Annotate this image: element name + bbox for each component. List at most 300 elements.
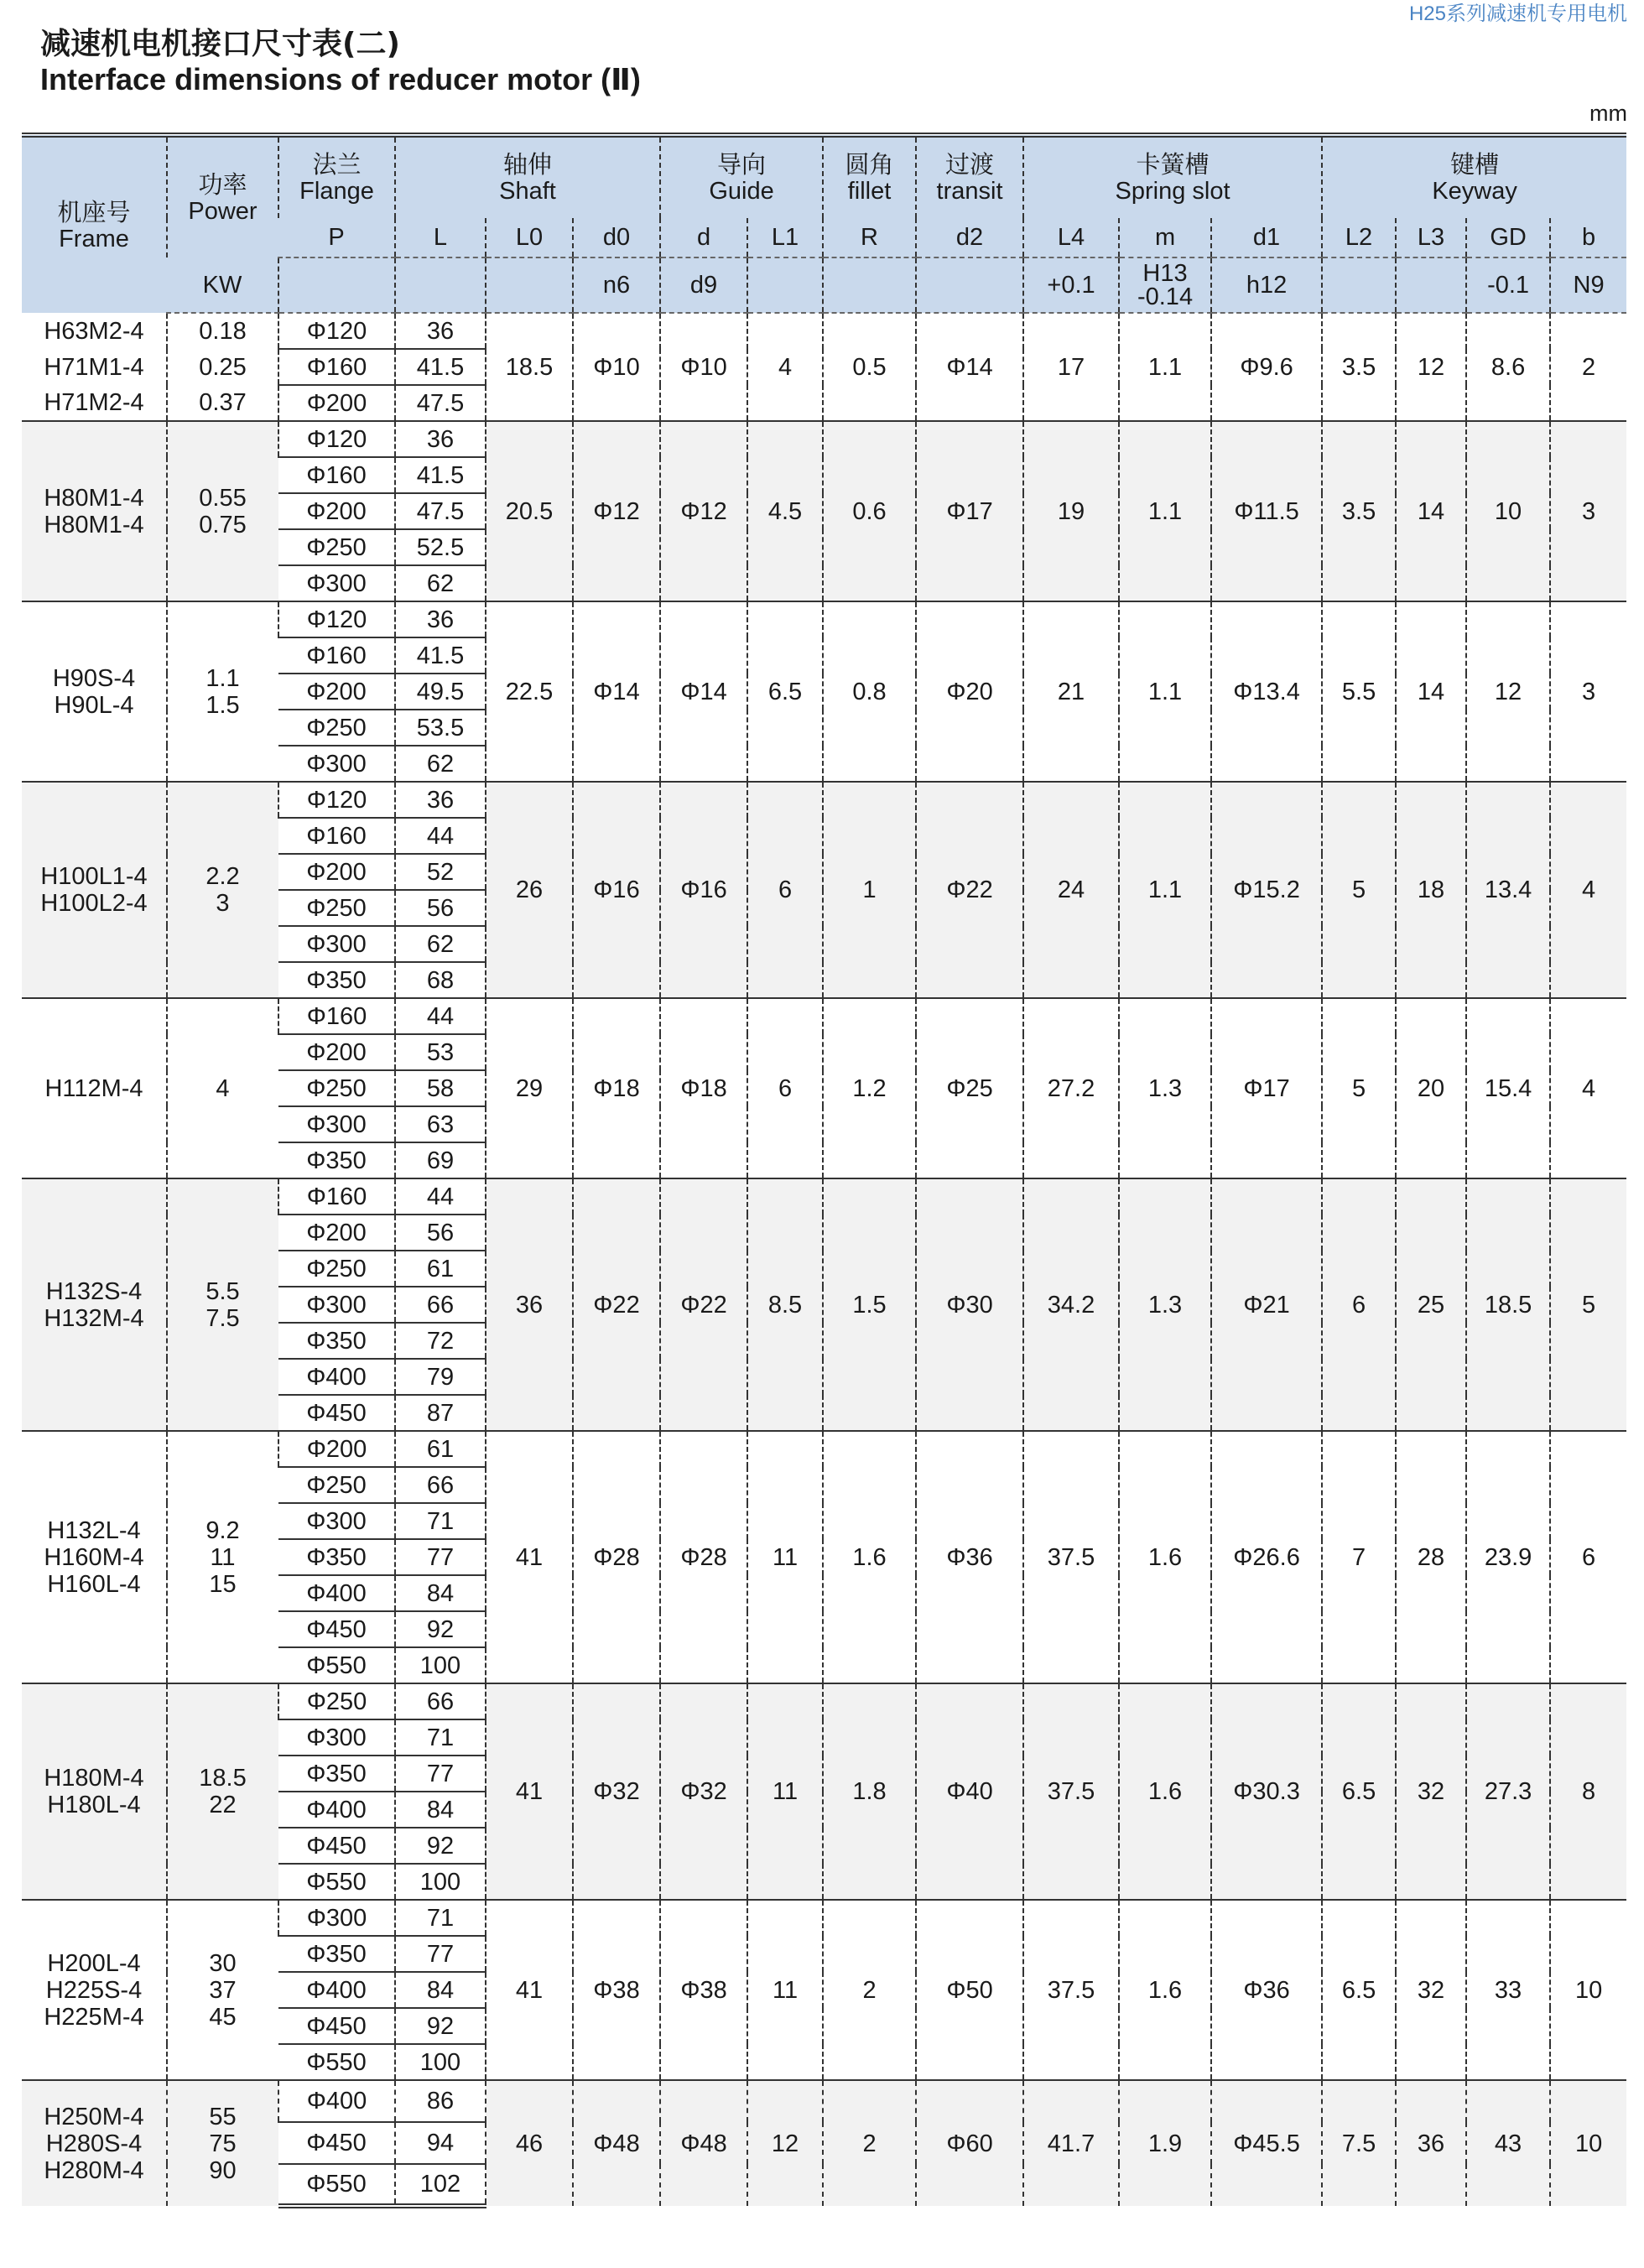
flange-p-cell: Φ250 — [278, 890, 395, 926]
value-m: 1.1 — [1119, 313, 1211, 421]
value-gd: 43 — [1466, 2080, 1550, 2206]
frame-cell — [22, 782, 167, 998]
flange-p-cell: Φ300 — [278, 1900, 395, 1936]
flange-l-cell: 41.5 — [395, 637, 486, 674]
tol-GD: -0.1 — [1466, 257, 1550, 313]
value-m: 1.6 — [1119, 1900, 1211, 2080]
value-gd: 23.9 — [1466, 1431, 1550, 1683]
value-r: 1 — [823, 782, 916, 998]
value-d2: Φ14 — [916, 313, 1023, 421]
power-cell — [167, 1683, 278, 1900]
value-l3: 12 — [1396, 313, 1466, 421]
flange-p-cell: Φ200 — [278, 385, 395, 421]
flange-l-cell: 87 — [395, 1395, 486, 1431]
frame-value: H280M-4 — [44, 2156, 144, 2184]
value-gd: 27.3 — [1466, 1683, 1550, 1900]
power-cell: 0.25 — [167, 349, 278, 385]
value-m: 1.1 — [1119, 782, 1211, 998]
flange-l-cell: 44 — [395, 818, 486, 854]
flange-p-cell: Φ300 — [278, 926, 395, 962]
value-m: 1.3 — [1119, 998, 1211, 1178]
power-value: 9.2 — [206, 1516, 240, 1544]
value-l1: 6.5 — [747, 601, 823, 782]
value-l4: 37.5 — [1023, 1900, 1119, 2080]
flange-l-cell: 61 — [395, 1251, 486, 1287]
flange-p-cell: Φ300 — [278, 746, 395, 782]
value-r: 1.8 — [823, 1683, 916, 1900]
flange-p-cell: Φ400 — [278, 1792, 395, 1828]
flange-p-cell: Φ550 — [278, 1864, 395, 1900]
power-value: 90 — [209, 2156, 237, 2184]
flange-l-cell: 44 — [395, 998, 486, 1034]
value-b: 6 — [1550, 1431, 1626, 1683]
tol-L2 — [1322, 257, 1396, 313]
flange-p-cell: Φ350 — [278, 1756, 395, 1792]
tol-R — [823, 257, 916, 313]
value-l1: 11 — [747, 1900, 823, 2080]
col-header-guide: 导向 Guide — [660, 135, 823, 218]
frame-value: H225M-4 — [44, 2003, 144, 2031]
value-l0: 18.5 — [486, 313, 573, 421]
value-d1: Φ30.3 — [1211, 1683, 1322, 1900]
value-l2: 7 — [1322, 1431, 1396, 1683]
value-d1: Φ15.2 — [1211, 782, 1322, 998]
value-l4: 21 — [1023, 601, 1119, 782]
flange-l-cell: 68 — [395, 962, 486, 998]
value-r: 0.5 — [823, 313, 916, 421]
value-m: 1.6 — [1119, 1431, 1211, 1683]
flange-p-cell: Φ200 — [278, 1034, 395, 1070]
subheader-d2: d2 — [916, 218, 1023, 257]
value-l2: 5.5 — [1322, 601, 1396, 782]
flange-p-cell: Φ200 — [278, 854, 395, 890]
table-row — [22, 1900, 1626, 1936]
value-d1: Φ17 — [1211, 998, 1322, 1178]
flange-l-cell: 86 — [395, 2080, 486, 2122]
power-value: 55 — [209, 2103, 237, 2130]
value-d1: Φ11.5 — [1211, 421, 1322, 601]
value-d: Φ14 — [660, 601, 747, 782]
flange-p-cell: Φ250 — [278, 1683, 395, 1719]
value-l4: 27.2 — [1023, 998, 1119, 1178]
flange-l-cell: 79 — [395, 1359, 486, 1395]
subheader-b: b — [1550, 218, 1626, 257]
flange-p-cell: Φ350 — [278, 1142, 395, 1178]
value-l3: 20 — [1396, 998, 1466, 1178]
value-d: Φ32 — [660, 1683, 747, 1900]
col-header-spring-slot: 卡簧槽 Spring slot — [1023, 135, 1322, 218]
power-value: 4 — [216, 1074, 230, 1102]
value-d0: Φ16 — [573, 782, 660, 998]
flange-l-cell: 71 — [395, 1900, 486, 1936]
value-b: 10 — [1550, 1900, 1626, 2080]
flange-p-cell: Φ550 — [278, 2164, 395, 2206]
frame-value: H180L-4 — [47, 1792, 141, 1818]
frame-value: H112M-4 — [44, 1074, 143, 1102]
flange-l-cell: 36 — [395, 782, 486, 818]
col-header-transit: 过渡 transit — [916, 135, 1023, 218]
tol-d1: h12 — [1211, 257, 1322, 313]
value-l4: 19 — [1023, 421, 1119, 601]
value-l2: 6.5 — [1322, 1900, 1396, 2080]
value-d: Φ10 — [660, 313, 747, 421]
flange-l-cell: 53.5 — [395, 710, 486, 746]
tol-P — [278, 257, 395, 313]
value-d2: Φ36 — [916, 1431, 1023, 1683]
flange-p-cell: Φ160 — [278, 349, 395, 385]
value-l4: 17 — [1023, 313, 1119, 421]
flange-p-cell: Φ450 — [278, 1828, 395, 1864]
table-row — [22, 421, 1626, 457]
value-b: 2 — [1550, 313, 1626, 421]
subheader-m: m — [1119, 218, 1211, 257]
flange-p-cell: Φ250 — [278, 710, 395, 746]
frame-cell: H63M2-4 — [44, 317, 144, 345]
frame-cell: H71M2-4 — [44, 389, 144, 416]
value-l3: 28 — [1396, 1431, 1466, 1683]
power-value: 15 — [209, 1570, 237, 1598]
table-row — [22, 313, 1626, 349]
power-value: 75 — [209, 2130, 237, 2157]
value-gd: 12 — [1466, 601, 1550, 782]
flange-l-cell: 49.5 — [395, 674, 486, 710]
frame-value: H280S-4 — [45, 2130, 143, 2157]
value-d: Φ48 — [660, 2080, 747, 2206]
value-l0: 46 — [486, 2080, 573, 2206]
frame-cell — [22, 998, 167, 1178]
frame-value: H200L-4 — [47, 1949, 141, 1977]
value-d2: Φ40 — [916, 1683, 1023, 1900]
flange-p-cell: Φ200 — [278, 1215, 395, 1251]
value-l0: 41 — [486, 1683, 573, 1900]
value-d2: Φ17 — [916, 421, 1023, 601]
flange-l-cell: 69 — [395, 1142, 486, 1178]
value-d2: Φ60 — [916, 2080, 1023, 2206]
frame-cell: H71M1-4 — [44, 353, 144, 381]
flange-p-cell: Φ250 — [278, 1251, 395, 1287]
flange-p-cell: Φ200 — [278, 493, 395, 529]
power-cell — [167, 601, 278, 782]
value-gd: 13.4 — [1466, 782, 1550, 998]
value-d0: Φ10 — [573, 313, 660, 421]
value-r: 2 — [823, 1900, 916, 2080]
value-d2: Φ50 — [916, 1900, 1023, 2080]
power-value: 18.5 — [199, 1765, 247, 1792]
value-d0: Φ38 — [573, 1900, 660, 2080]
value-b: 5 — [1550, 1178, 1626, 1431]
flange-l-cell: 36 — [395, 601, 486, 637]
value-l0: 41 — [486, 1431, 573, 1683]
tol-d2 — [916, 257, 1023, 313]
value-b: 3 — [1550, 601, 1626, 782]
value-l1: 6 — [747, 782, 823, 998]
table-row — [22, 1431, 1626, 1467]
flange-p-cell: Φ160 — [278, 998, 395, 1034]
flange-l-cell: 44 — [395, 1178, 486, 1215]
value-d0: Φ14 — [573, 601, 660, 782]
flange-p-cell: Φ450 — [278, 2122, 395, 2164]
flange-p-cell: Φ300 — [278, 1106, 395, 1142]
flange-p-cell: Φ120 — [278, 313, 395, 349]
subheader-d0: d0 — [573, 218, 660, 257]
value-m: 1.3 — [1119, 1178, 1211, 1431]
value-l2: 6.5 — [1322, 1683, 1396, 1900]
value-l3: 18 — [1396, 782, 1466, 998]
table-row — [22, 998, 1626, 1034]
col-header-fillet: 圆角 fillet — [823, 135, 916, 218]
value-b: 4 — [1550, 782, 1626, 998]
flange-l-cell: 41.5 — [395, 349, 486, 385]
value-b: 3 — [1550, 421, 1626, 601]
frame-cell — [22, 2080, 167, 2206]
value-l0: 29 — [486, 998, 573, 1178]
power-cell — [167, 998, 278, 1178]
flange-l-cell: 36 — [395, 421, 486, 457]
flange-p-cell: Φ350 — [278, 1323, 395, 1359]
value-d2: Φ25 — [916, 998, 1023, 1178]
tol-L — [395, 257, 486, 313]
tol-L0 — [486, 257, 573, 313]
value-l3: 32 — [1396, 1900, 1466, 2080]
value-l4: 37.5 — [1023, 1683, 1119, 1900]
frame-value: H90S-4 — [52, 664, 136, 692]
flange-p-cell: Φ120 — [278, 421, 395, 457]
flange-p-cell: Φ300 — [278, 565, 395, 601]
subheader-R: R — [823, 218, 916, 257]
frame-cell — [22, 1178, 167, 1431]
subheader-d: d — [660, 218, 747, 257]
col-header-flange: 法兰 Flange — [278, 135, 395, 218]
frame-value: H250M-4 — [44, 2103, 144, 2130]
flange-p-cell: Φ350 — [278, 962, 395, 998]
value-b: 10 — [1550, 2080, 1626, 2206]
value-gd: 15.4 — [1466, 998, 1550, 1178]
power-value: 37 — [209, 1976, 237, 2004]
flange-p-cell: Φ120 — [278, 601, 395, 637]
flange-l-cell: 66 — [395, 1467, 486, 1503]
flange-l-cell: 77 — [395, 1936, 486, 1972]
flange-p-cell: Φ450 — [278, 1395, 395, 1431]
value-l3: 36 — [1396, 2080, 1466, 2206]
flange-l-cell: 47.5 — [395, 493, 486, 529]
frame-value: H132L-4 — [47, 1516, 141, 1544]
flange-p-cell: Φ450 — [278, 1611, 395, 1647]
flange-l-cell: 92 — [395, 2008, 486, 2044]
value-d0: Φ28 — [573, 1431, 660, 1683]
value-d1: Φ13.4 — [1211, 601, 1322, 782]
flange-p-cell: Φ200 — [278, 1431, 395, 1467]
frame-value: H80M1-4 — [44, 484, 144, 512]
tol-L1 — [747, 257, 823, 313]
subheader-L4: L4 — [1023, 218, 1119, 257]
value-gd: 33 — [1466, 1900, 1550, 2080]
flange-l-cell: 41.5 — [395, 457, 486, 493]
subheader-L1: L1 — [747, 218, 823, 257]
unit-label: mm — [1589, 101, 1627, 126]
value-d0: Φ22 — [573, 1178, 660, 1431]
flange-l-cell: 100 — [395, 1647, 486, 1683]
tol-b: N9 — [1550, 257, 1626, 313]
subheader-P: P — [278, 218, 395, 257]
flange-l-cell: 71 — [395, 1719, 486, 1756]
value-d1: Φ45.5 — [1211, 2080, 1322, 2206]
power-value: 45 — [209, 2003, 237, 2031]
value-l3: 14 — [1396, 601, 1466, 782]
value-l4: 37.5 — [1023, 1431, 1119, 1683]
power-value: 0.55 — [199, 484, 247, 512]
value-gd: 18.5 — [1466, 1178, 1550, 1431]
dimension-table-wrap — [22, 133, 1626, 2246]
flange-p-cell: Φ300 — [278, 1503, 395, 1539]
power-value: 5.5 — [206, 1277, 240, 1305]
value-l1: 4.5 — [747, 421, 823, 601]
table-row — [22, 1178, 1626, 1215]
power-value: 2.2 — [206, 863, 240, 890]
flange-l-cell: 92 — [395, 1611, 486, 1647]
value-d0: Φ12 — [573, 421, 660, 601]
flange-p-cell: Φ250 — [278, 1467, 395, 1503]
flange-p-cell: Φ350 — [278, 1539, 395, 1575]
table-row — [22, 1683, 1626, 1719]
table-row — [22, 601, 1626, 637]
value-l2: 3.5 — [1322, 313, 1396, 421]
value-d2: Φ20 — [916, 601, 1023, 782]
flange-l-cell: 71 — [395, 1503, 486, 1539]
col-header-keyway: 键槽 Keyway — [1322, 135, 1626, 218]
frame-value: H100L1-4 — [40, 863, 148, 890]
frame-cell — [22, 1683, 167, 1900]
tol-d: d9 — [660, 257, 747, 313]
frame-value: H132S-4 — [45, 1277, 143, 1305]
value-r: 0.6 — [823, 421, 916, 601]
frame-cell — [22, 1431, 167, 1683]
flange-l-cell: 61 — [395, 1431, 486, 1467]
power-value: 30 — [209, 1949, 237, 1977]
flange-p-cell: Φ550 — [278, 1647, 395, 1683]
value-d: Φ18 — [660, 998, 747, 1178]
tol-L4: +0.1 — [1023, 257, 1119, 313]
tol-m: H13 -0.14 — [1119, 257, 1211, 313]
frame-value: H90L-4 — [54, 691, 134, 719]
value-d1: Φ9.6 — [1211, 313, 1322, 421]
value-l1: 11 — [747, 1431, 823, 1683]
dimension-table — [22, 133, 1626, 2208]
value-l4: 24 — [1023, 782, 1119, 998]
flange-l-cell: 47.5 — [395, 385, 486, 421]
value-l0: 22.5 — [486, 601, 573, 782]
value-d1: Φ36 — [1211, 1900, 1322, 2080]
flange-p-cell: Φ160 — [278, 1178, 395, 1215]
flange-l-cell: 56 — [395, 1215, 486, 1251]
flange-p-cell: Φ250 — [278, 529, 395, 565]
value-d2: Φ22 — [916, 782, 1023, 998]
flange-l-cell: 77 — [395, 1756, 486, 1792]
value-m: 1.9 — [1119, 2080, 1211, 2206]
value-gd: 8.6 — [1466, 313, 1550, 421]
value-l0: 41 — [486, 1900, 573, 2080]
tol-L3 — [1396, 257, 1466, 313]
flange-l-cell: 84 — [395, 1575, 486, 1611]
value-l2: 3.5 — [1322, 421, 1396, 601]
value-m: 1.1 — [1119, 601, 1211, 782]
frame-value: H160M-4 — [44, 1543, 144, 1571]
value-m: 1.6 — [1119, 1683, 1211, 1900]
value-d1: Φ26.6 — [1211, 1431, 1322, 1683]
flange-l-cell: 63 — [395, 1106, 486, 1142]
value-d: Φ16 — [660, 782, 747, 998]
flange-l-cell: 58 — [395, 1070, 486, 1106]
power-value: 1.1 — [206, 664, 240, 692]
flange-l-cell: 100 — [395, 2044, 486, 2080]
page-title-en: Interface dimensions of reducer motor (Ⅱ) — [40, 62, 641, 96]
subheader-L: L — [395, 218, 486, 257]
flange-l-cell: 94 — [395, 2122, 486, 2164]
value-l3: 25 — [1396, 1178, 1466, 1431]
value-l0: 36 — [486, 1178, 573, 1431]
frame-value: H160L-4 — [47, 1570, 141, 1598]
flange-p-cell: Φ400 — [278, 1359, 395, 1395]
value-d: Φ28 — [660, 1431, 747, 1683]
subheader-d1: d1 — [1211, 218, 1322, 257]
flange-p-cell: Φ160 — [278, 818, 395, 854]
flange-p-cell: Φ400 — [278, 1575, 395, 1611]
flange-l-cell: 72 — [395, 1323, 486, 1359]
flange-l-cell: 84 — [395, 1792, 486, 1828]
flange-l-cell: 62 — [395, 746, 486, 782]
flange-l-cell: 62 — [395, 926, 486, 962]
value-d0: Φ32 — [573, 1683, 660, 1900]
col-header-frame: 机座号 Frame — [22, 135, 167, 313]
value-d0: Φ48 — [573, 2080, 660, 2206]
power-value: 22 — [209, 1792, 237, 1818]
flange-l-cell: 77 — [395, 1539, 486, 1575]
value-l3: 32 — [1396, 1683, 1466, 1900]
power-cell: 0.37 — [167, 385, 278, 421]
value-l2: 5 — [1322, 782, 1396, 998]
flange-l-cell: 100 — [395, 1864, 486, 1900]
flange-l-cell: 56 — [395, 890, 486, 926]
page-header-text: H25系列减速机专用电机 — [1408, 3, 1627, 25]
flange-p-cell: Φ160 — [278, 637, 395, 674]
value-b: 4 — [1550, 998, 1626, 1178]
value-r: 1.6 — [823, 1431, 916, 1683]
frame-value: H100L2-4 — [40, 890, 148, 917]
value-gd: 10 — [1466, 421, 1550, 601]
power-cell — [167, 782, 278, 998]
value-l1: 12 — [747, 2080, 823, 2206]
flange-p-cell: Φ450 — [278, 2008, 395, 2044]
power-value: 1.5 — [206, 691, 240, 719]
value-l1: 8.5 — [747, 1178, 823, 1431]
flange-l-cell: 66 — [395, 1287, 486, 1323]
frame-cell — [22, 601, 167, 782]
flange-p-cell: Φ350 — [278, 1936, 395, 1972]
power-value: 7.5 — [206, 1304, 240, 1332]
value-d: Φ12 — [660, 421, 747, 601]
frame-value: H180M-4 — [44, 1765, 144, 1792]
subheader-L2: L2 — [1322, 218, 1396, 257]
tol-d0: n6 — [573, 257, 660, 313]
flange-p-cell: Φ400 — [278, 1972, 395, 2008]
flange-l-cell: 102 — [395, 2164, 486, 2206]
value-l4: 34.2 — [1023, 1178, 1119, 1431]
value-l2: 6 — [1322, 1178, 1396, 1431]
power-cell — [167, 1900, 278, 2080]
power-value: 0.75 — [199, 511, 247, 538]
value-l2: 7.5 — [1322, 2080, 1396, 2206]
power-cell — [167, 421, 278, 601]
frame-value: H80M1-4 — [44, 511, 144, 538]
